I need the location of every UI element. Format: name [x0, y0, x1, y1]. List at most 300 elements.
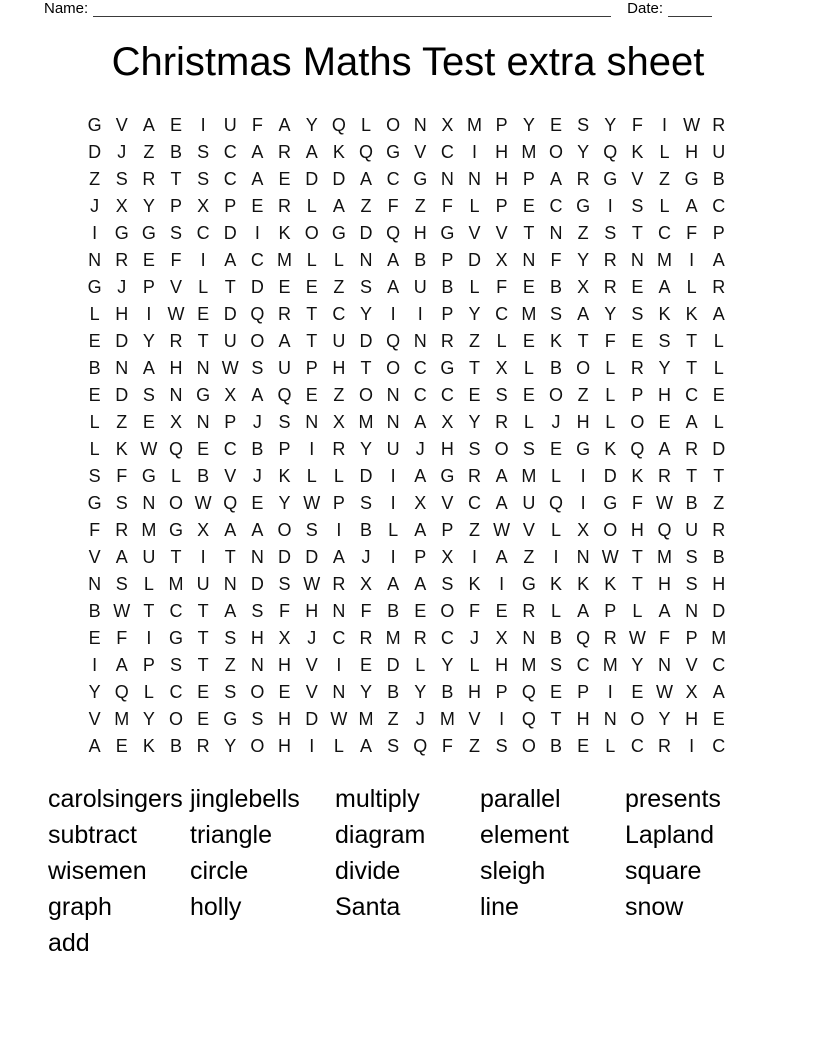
word-search-grid — [81, 112, 732, 760]
word-list-item: subtract — [48, 821, 137, 849]
grid-letter: D — [386, 655, 400, 675]
grid-letter: A — [495, 466, 508, 486]
grid-letter: Y — [224, 736, 237, 756]
grid-letter: X — [169, 412, 182, 432]
grid-letter: A — [278, 115, 291, 135]
grid-letter: E — [468, 385, 481, 405]
grid-letter: S — [495, 385, 508, 405]
grid-letter: B — [88, 358, 101, 378]
grid-letter: N — [359, 250, 373, 270]
word-list-item: diagram — [335, 821, 426, 849]
grid-letter: B — [414, 250, 427, 270]
word-list-column — [480, 781, 625, 925]
grid-letter: R — [658, 736, 672, 756]
grid-letter: L — [523, 358, 534, 378]
grid-letter: X — [224, 385, 237, 405]
grid-letter: K — [115, 439, 128, 459]
word-list-column — [335, 781, 480, 925]
grid-letter: H — [278, 709, 292, 729]
grid-letter: E — [577, 736, 590, 756]
grid-letter: R — [712, 115, 726, 135]
grid-letter: I — [580, 466, 586, 486]
grid-letter: Z — [659, 169, 671, 189]
grid-letter: K — [577, 574, 590, 594]
grid-letter: I — [472, 142, 478, 162]
grid-letter: W — [113, 601, 131, 621]
grid-letter: J — [551, 412, 561, 432]
grid-letter: M — [657, 547, 673, 567]
date-label: Date: — [627, 0, 663, 17]
grid-letter: E — [522, 196, 535, 216]
grid-letter: N — [413, 115, 427, 135]
grid-letter: D — [359, 331, 373, 351]
grid-letter: P — [224, 196, 237, 216]
grid-letter: Q — [114, 682, 129, 702]
grid-letter: B — [251, 439, 264, 459]
grid-letter: Y — [522, 115, 535, 135]
grid-letter: L — [360, 115, 371, 135]
grid-letter: O — [548, 142, 563, 162]
grid-letter: W — [330, 709, 348, 729]
grid-letter: P — [495, 682, 508, 702]
grid-letter: L — [306, 250, 317, 270]
grid-letter: X — [441, 547, 454, 567]
grid-letter: D — [332, 169, 346, 189]
grid-letter: I — [200, 115, 206, 135]
word-list-item: jinglebells — [190, 785, 300, 813]
grid-letter: N — [223, 574, 237, 594]
grid-letter: D — [603, 466, 617, 486]
grid-letter: C — [712, 196, 726, 216]
grid-letter: A — [577, 601, 590, 621]
grid-letter: L — [523, 412, 534, 432]
grid-letter: S — [251, 601, 264, 621]
grid-letter: A — [414, 520, 427, 540]
grid-letter: I — [92, 223, 98, 243]
grid-letter: T — [360, 358, 372, 378]
grid-letter: E — [631, 682, 644, 702]
grid-letter: N — [603, 709, 617, 729]
grid-letter: R — [359, 628, 373, 648]
grid-letter: V — [224, 466, 237, 486]
grid-letter: Y — [414, 682, 427, 702]
grid-letter: O — [358, 385, 373, 405]
grid-letter: V — [305, 655, 318, 675]
grid-letter: V — [522, 520, 535, 540]
grid-letter: D — [305, 169, 319, 189]
grid-letter: S — [441, 574, 454, 594]
grid-letter: Y — [468, 304, 481, 324]
grid-letter: O — [521, 736, 536, 756]
grid-letter: L — [89, 439, 100, 459]
grid-letter: E — [414, 601, 427, 621]
grid-letter: R — [495, 412, 509, 432]
grid-letter: G — [413, 169, 428, 189]
grid-letter: L — [713, 412, 724, 432]
grid-letter: O — [250, 736, 265, 756]
grid-letter: K — [332, 142, 345, 162]
grid-letter: A — [387, 250, 400, 270]
word-list-item: triangle — [190, 821, 272, 849]
grid-letter: S — [658, 331, 671, 351]
grid-letter: E — [197, 709, 210, 729]
grid-letter: M — [657, 250, 673, 270]
grid-letter: X — [577, 277, 590, 297]
grid-letter: J — [117, 277, 127, 297]
grid-letter: N — [196, 412, 210, 432]
grid-letter: L — [713, 331, 724, 351]
grid-letter: F — [496, 277, 508, 297]
grid-letter: I — [607, 682, 613, 702]
grid-letter: J — [117, 142, 127, 162]
grid-letter: E — [549, 682, 562, 702]
grid-letter: S — [305, 520, 318, 540]
grid-letter: A — [495, 547, 508, 567]
grid-letter: Y — [604, 304, 617, 324]
grid-letter: K — [142, 736, 155, 756]
grid-letter: Q — [168, 439, 183, 459]
grid-letter: N — [630, 250, 644, 270]
grid-letter: T — [306, 304, 318, 324]
grid-letter: S — [251, 358, 264, 378]
grid-letter: A — [251, 142, 264, 162]
grid-letter: I — [309, 439, 315, 459]
grid-letter: B — [88, 601, 101, 621]
grid-letter: C — [658, 223, 672, 243]
grid-letter: E — [197, 682, 210, 702]
name-blank-line — [93, 1, 611, 17]
word-list-item: divide — [335, 857, 401, 885]
grid-letter: C — [495, 304, 509, 324]
grid-letter: T — [170, 169, 182, 189]
grid-letter: Z — [577, 385, 589, 405]
grid-letter: Q — [386, 223, 401, 243]
grid-letter: M — [521, 304, 537, 324]
grid-letter: E — [278, 277, 291, 297]
grid-letter: B — [359, 520, 372, 540]
grid-letter: V — [88, 547, 101, 567]
grid-letter: V — [414, 142, 427, 162]
grid-letter: I — [472, 547, 478, 567]
grid-letter: C — [413, 358, 427, 378]
grid-letter: G — [223, 709, 238, 729]
grid-letter: N — [468, 169, 482, 189]
grid-letter: Q — [630, 439, 645, 459]
grid-letter: I — [662, 115, 668, 135]
grid-letter: M — [467, 115, 483, 135]
grid-letter: Q — [250, 304, 265, 324]
grid-letter: M — [521, 466, 537, 486]
grid-letter: N — [142, 493, 156, 513]
grid-letter: L — [496, 331, 507, 351]
grid-letter: Q — [277, 385, 292, 405]
grid-letter: L — [713, 358, 724, 378]
grid-letter: Y — [577, 250, 590, 270]
grid-letter: Y — [359, 304, 372, 324]
grid-letter: U — [522, 493, 536, 513]
grid-letter: C — [169, 682, 183, 702]
grid-letter: L — [306, 466, 317, 486]
grid-letter: G — [440, 223, 455, 243]
grid-letter: W — [167, 304, 185, 324]
grid-letter: M — [114, 709, 130, 729]
grid-letter: P — [495, 115, 508, 135]
grid-letter: R — [278, 304, 292, 324]
grid-letter: R — [142, 169, 156, 189]
grid-letter: T — [306, 331, 318, 351]
grid-letter: N — [386, 412, 400, 432]
grid-letter: Z — [387, 709, 399, 729]
grid-letter: H — [495, 655, 509, 675]
grid-letter: L — [89, 304, 100, 324]
grid-letter: A — [685, 196, 698, 216]
grid-letter: R — [658, 466, 672, 486]
grid-letter: G — [114, 223, 129, 243]
grid-letter: G — [87, 493, 102, 513]
grid-letter: G — [141, 466, 156, 486]
grid-letter: A — [278, 331, 291, 351]
grid-letter: C — [630, 736, 644, 756]
grid-letter: X — [197, 196, 210, 216]
grid-letter: N — [549, 223, 563, 243]
grid-letter: L — [143, 682, 154, 702]
grid-letter: K — [278, 223, 291, 243]
grid-letter: U — [223, 115, 237, 135]
grid-letter: O — [630, 412, 645, 432]
grid-letter: M — [277, 250, 293, 270]
word-list-item: wisemen — [48, 857, 147, 885]
grid-letter: C — [169, 601, 183, 621]
grid-letter: L — [469, 277, 480, 297]
grid-letter: H — [576, 709, 590, 729]
grid-letter: I — [580, 493, 586, 513]
grid-letter: U — [386, 439, 400, 459]
grid-letter: D — [712, 439, 726, 459]
grid-letter: O — [250, 682, 265, 702]
grid-letter: I — [200, 250, 206, 270]
grid-letter: M — [358, 412, 374, 432]
grid-letter: G — [168, 628, 183, 648]
grid-letter: W — [601, 547, 619, 567]
grid-letter: K — [631, 466, 644, 486]
grid-letter: B — [197, 466, 210, 486]
grid-letter: L — [550, 601, 561, 621]
grid-letter: S — [251, 709, 264, 729]
grid-letter: M — [711, 628, 727, 648]
grid-letter: X — [197, 520, 210, 540]
grid-letter: T — [577, 331, 589, 351]
grid-letter: H — [278, 736, 292, 756]
grid-letter: R — [603, 277, 617, 297]
grid-letter: E — [169, 115, 182, 135]
grid-letter: C — [386, 169, 400, 189]
grid-letter: A — [142, 358, 155, 378]
grid-letter: F — [116, 628, 128, 648]
grid-letter: X — [441, 115, 454, 135]
grid-letter: P — [278, 439, 291, 459]
grid-letter: R — [630, 358, 644, 378]
grid-letter: I — [336, 520, 342, 540]
grid-letter: Y — [577, 142, 590, 162]
grid-letter: I — [499, 574, 505, 594]
grid-letter: X — [495, 628, 508, 648]
word-list-column — [625, 781, 721, 925]
grid-letter: P — [224, 412, 237, 432]
grid-letter: S — [197, 142, 210, 162]
grid-letter: C — [223, 439, 237, 459]
grid-letter: L — [333, 466, 344, 486]
grid-letter: G — [141, 223, 156, 243]
grid-letter: A — [387, 574, 400, 594]
grid-letter: Y — [468, 412, 481, 432]
grid-letter: A — [224, 250, 237, 270]
grid-letter: O — [250, 331, 265, 351]
grid-letter: O — [168, 493, 183, 513]
grid-letter: L — [605, 385, 616, 405]
header — [44, 0, 712, 17]
grid-letter: Z — [143, 142, 155, 162]
grid-letter: E — [522, 385, 535, 405]
grid-letter: I — [200, 547, 206, 567]
grid-letter: C — [468, 493, 482, 513]
grid-letter: V — [631, 169, 644, 189]
grid-letter: E — [88, 628, 101, 648]
grid-letter: H — [305, 601, 319, 621]
grid-letter: X — [332, 412, 345, 432]
grid-letter: S — [631, 196, 644, 216]
grid-letter: U — [712, 142, 726, 162]
grid-letter: F — [441, 736, 453, 756]
grid-letter: Y — [631, 655, 644, 675]
grid-letter: A — [712, 304, 725, 324]
grid-letter: T — [631, 574, 643, 594]
grid-letter: X — [577, 520, 590, 540]
grid-letter: J — [470, 628, 480, 648]
grid-letter: U — [196, 574, 210, 594]
grid-letter: H — [440, 439, 454, 459]
grid-letter: T — [523, 223, 535, 243]
grid-letter: D — [88, 142, 102, 162]
grid-letter: C — [332, 304, 346, 324]
grid-letter: Z — [333, 277, 345, 297]
grid-letter: Y — [305, 115, 318, 135]
grid-letter: H — [658, 385, 672, 405]
grid-letter: H — [332, 358, 346, 378]
grid-letter: G — [196, 385, 211, 405]
grid-letter: P — [441, 304, 454, 324]
grid-letter: H — [495, 142, 509, 162]
grid-letter: N — [196, 358, 210, 378]
grid-letter: G — [603, 493, 618, 513]
grid-letter: S — [88, 466, 101, 486]
grid-letter: L — [659, 142, 670, 162]
grid-letter: E — [495, 601, 508, 621]
grid-letter: B — [685, 493, 698, 513]
grid-letter: F — [631, 115, 643, 135]
grid-letter: Z — [469, 736, 481, 756]
grid-letter: M — [385, 628, 401, 648]
grid-letter: X — [441, 412, 454, 432]
grid-letter: T — [686, 466, 698, 486]
grid-letter: B — [169, 736, 182, 756]
grid-letter: N — [685, 601, 699, 621]
grid-letter: D — [305, 547, 319, 567]
grid-letter: K — [604, 439, 617, 459]
grid-letter: T — [197, 655, 209, 675]
word-list-item: multiply — [335, 785, 420, 813]
grid-letter: Y — [441, 655, 454, 675]
date-blank-line — [668, 1, 712, 17]
grid-letter: S — [604, 223, 617, 243]
grid-letter: O — [440, 601, 455, 621]
grid-letter: Q — [358, 142, 373, 162]
grid-letter: I — [146, 628, 152, 648]
grid-letter: T — [143, 601, 155, 621]
word-list-item: presents — [625, 785, 721, 813]
grid-letter: J — [361, 547, 371, 567]
grid-letter: A — [685, 412, 698, 432]
grid-letter: T — [631, 547, 643, 567]
grid-letter: T — [686, 358, 698, 378]
grid-letter: Q — [413, 736, 428, 756]
grid-letter: U — [332, 331, 346, 351]
grid-letter: E — [549, 439, 562, 459]
grid-letter: E — [658, 412, 671, 432]
grid-letter: A — [251, 169, 264, 189]
grid-letter: L — [333, 250, 344, 270]
grid-letter: I — [417, 304, 423, 324]
grid-letter: C — [413, 385, 427, 405]
grid-letter: O — [304, 223, 319, 243]
grid-letter: C — [223, 169, 237, 189]
grid-letter: Y — [359, 682, 372, 702]
grid-letter: L — [686, 277, 697, 297]
grid-letter: G — [386, 142, 401, 162]
grid-letter: L — [170, 466, 181, 486]
grid-letter: Z — [333, 385, 345, 405]
grid-letter: S — [224, 682, 237, 702]
grid-letter: W — [303, 574, 321, 594]
grid-letter: E — [712, 385, 725, 405]
grid-letter: L — [550, 520, 561, 540]
grid-letter: M — [358, 709, 374, 729]
grid-letter: N — [413, 331, 427, 351]
grid-letter: F — [170, 250, 182, 270]
grid-letter: I — [689, 250, 695, 270]
grid-letter: Z — [360, 196, 372, 216]
grid-letter: Y — [142, 331, 155, 351]
grid-letter: R — [522, 601, 536, 621]
word-list-item: parallel — [480, 785, 561, 813]
grid-letter: D — [223, 223, 237, 243]
grid-letter: L — [306, 196, 317, 216]
grid-letter: N — [658, 655, 672, 675]
grid-letter: Y — [658, 358, 671, 378]
grid-letter: G — [440, 466, 455, 486]
grid-letter: G — [603, 169, 618, 189]
grid-letter: A — [305, 142, 318, 162]
grid-letter: P — [685, 628, 698, 648]
grid-letter: R — [685, 439, 699, 459]
grid-letter: R — [278, 142, 292, 162]
grid-letter: E — [522, 277, 535, 297]
grid-letter: A — [712, 250, 725, 270]
grid-letter: F — [89, 520, 101, 540]
grid-letter: K — [631, 142, 644, 162]
grid-letter: S — [359, 493, 372, 513]
grid-letter: A — [224, 601, 237, 621]
grid-letter: Y — [142, 709, 155, 729]
